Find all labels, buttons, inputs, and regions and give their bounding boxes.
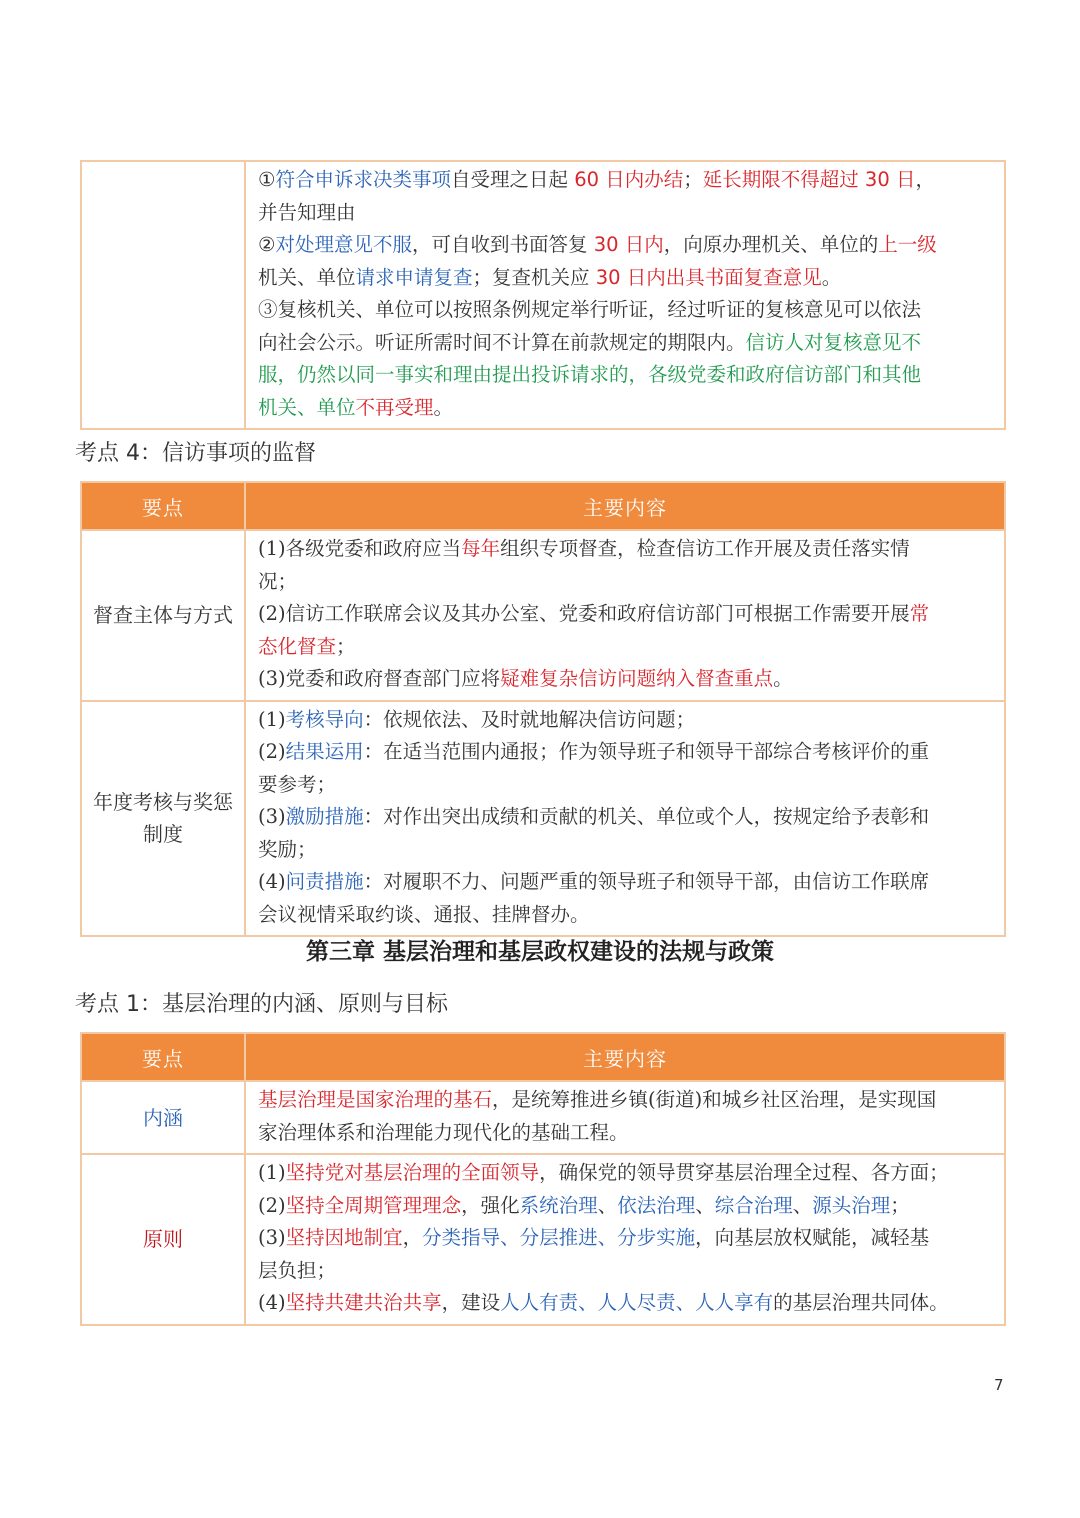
table-header-row <box>81 1033 1005 1081</box>
body-text: ：对作出突出成绩和贡献的机关、单位或个人，按规定给予表彰和 <box>363 805 930 828</box>
table-header-row <box>81 482 1005 530</box>
body-text: ，可自收到书面答复 <box>412 233 594 256</box>
body-text: (3)党委和政府督查部门应将 <box>258 667 501 690</box>
body-text: ③复核机关、单位可以按照条例规定举行听证，经过听证的复核意见可以依法 <box>258 298 922 321</box>
emphasis-text: 坚持共建共治共享 <box>285 1291 442 1314</box>
body-text: 机关、单位 <box>258 265 356 289</box>
emphasis-text: 对处理意见不服 <box>275 233 412 256</box>
body-text: (2) <box>258 740 286 763</box>
emphasis-text: 30 日内出具书面复查意见 <box>595 265 822 289</box>
body-text: 。 <box>433 395 454 419</box>
table-key-cell: 内涵 <box>81 1081 245 1154</box>
emphasis-text: 坚持全周期管理理念 <box>285 1193 462 1217</box>
body-text: (2) <box>258 1193 286 1217</box>
emphasis-text: 源头治理 <box>812 1193 891 1217</box>
header-key: 要点 <box>81 1033 245 1081</box>
section-heading-supervision: 考点 4：信访事项的监督 <box>75 441 316 466</box>
text-line <box>258 197 994 230</box>
emphasis-text: 坚持党对基层治理的全面领导 <box>285 1161 540 1184</box>
text-line <box>258 392 994 425</box>
body-text: 、 <box>597 1193 618 1217</box>
emphasis-text: 系统治理 <box>519 1193 598 1217</box>
text-line <box>258 1222 994 1255</box>
text-line <box>258 1117 994 1150</box>
body-text: ， <box>402 1226 423 1249</box>
emphasis-text: 30 日内 <box>593 233 664 256</box>
body-text: 自受理之日起 <box>451 168 575 191</box>
body-text: 。 <box>773 667 793 690</box>
emphasis-text: 60 日内办结 <box>574 168 684 191</box>
emphasis-text: 不再受理 <box>355 395 434 419</box>
body-text: 况； <box>258 569 298 593</box>
body-text: (1) <box>258 1161 286 1184</box>
grassroots-table <box>80 1032 1006 1326</box>
emphasis-text: 常 <box>909 602 930 625</box>
text-line <box>258 801 994 834</box>
body-text: 要参考； <box>258 772 337 796</box>
body-text: ， <box>915 168 935 191</box>
appeal-procedure-table <box>80 160 1006 430</box>
table-key-cell <box>81 161 245 429</box>
body-text: ； <box>890 1193 910 1217</box>
emphasis-text: 延长期限不得超过 30 日 <box>702 168 916 191</box>
table-row <box>81 1154 1005 1325</box>
body-text: 组织专项督查，检查信访工作开展及责任落实情 <box>500 537 910 560</box>
body-text: 、 <box>792 1193 813 1217</box>
table-content-cell <box>245 1081 1005 1154</box>
text-line <box>258 899 994 932</box>
text-line <box>258 769 994 802</box>
text-line <box>258 866 994 899</box>
text-line <box>258 1084 994 1117</box>
text-line <box>258 1190 994 1223</box>
body-text: ；复查机关应 <box>472 265 596 289</box>
text-line <box>258 1255 994 1288</box>
text-line <box>258 164 994 197</box>
body-text: ：在适当范围内通报；作为领导班子和领导干部综合考核评价的重 <box>363 740 930 763</box>
body-text: (1)各级党委和政府应当 <box>258 537 462 560</box>
body-text: (3) <box>258 1226 286 1249</box>
text-line <box>258 566 994 599</box>
emphasis-text: 问责措施 <box>285 870 364 893</box>
body-text: (2)信访工作联席会议及其办公室、党委和政府信访部门可根据工作需要开展 <box>258 602 910 625</box>
body-text: 的基层治理共同体。 <box>773 1291 949 1314</box>
header-key: 要点 <box>81 482 245 530</box>
emphasis-text: 坚持因地制宜 <box>285 1226 403 1249</box>
body-text: 、 <box>695 1193 715 1217</box>
body-text: ，强化 <box>461 1193 520 1217</box>
text-line <box>258 631 994 664</box>
table-row <box>81 1081 1005 1154</box>
text-line <box>258 327 994 360</box>
emphasis-text: 基层治理是国家治理的基石 <box>258 1088 493 1111</box>
body-text: (3) <box>258 805 286 828</box>
text-line <box>258 262 994 295</box>
body-text: 家治理体系和治理能力现代化的基础工程。 <box>258 1120 629 1144</box>
emphasis-text: 结果运用 <box>285 740 364 763</box>
table-row <box>81 530 1005 701</box>
chapter-title: 第三章 基层治理和基层政权建设的法规与政策 <box>305 939 774 965</box>
emphasis-text: 每年 <box>461 537 501 560</box>
body-text: 会议视情采取约谈、通报、挂牌督办。 <box>258 902 590 926</box>
body-text: ，建设 <box>441 1291 501 1314</box>
body-text: 。 <box>821 265 842 289</box>
body-text: 并告知理由 <box>258 200 356 224</box>
table-row <box>81 701 1005 937</box>
text-line <box>258 1157 994 1190</box>
body-text: ，确保党的领导贯穿基层治理全过程、各方面； <box>539 1161 949 1184</box>
emphasis-text: 态化督查 <box>258 634 337 658</box>
text-line <box>258 834 994 867</box>
emphasis-text: 依法治理 <box>617 1193 696 1217</box>
header-content: 主要内容 <box>245 1033 1005 1081</box>
body-text: ，向原办理机关、单位的 <box>663 233 879 256</box>
emphasis-text: 上一级 <box>878 233 937 256</box>
body-text: ，是统筹推进乡镇(街道)和城乡社区治理，是实现国 <box>492 1088 937 1111</box>
body-text: ：对履职不力、问题严重的领导班子和领导干部，由信访工作联席 <box>363 870 930 893</box>
table-key-cell: 原则 <box>81 1154 245 1325</box>
body-text: 层负担； <box>258 1258 337 1282</box>
emphasis-text: 机关、单位 <box>258 395 356 419</box>
emphasis-text: 人人有责、人人尽责、人人享有 <box>500 1291 774 1314</box>
body-text: 向社会公示。听证所需时间不计算在前款规定的期限内。 <box>258 330 746 354</box>
emphasis-text: 符合申诉求决类事项 <box>275 168 451 191</box>
table-content-cell <box>245 161 1005 429</box>
body-text: 奖励； <box>258 837 317 861</box>
emphasis-text: 分类指导、分层推进、分步实施 <box>422 1226 696 1249</box>
body-text: ，向基层放权赋能，减轻基 <box>695 1226 930 1249</box>
text-line <box>258 294 994 327</box>
table-key-cell: 年度考核与奖惩制度 <box>81 701 245 937</box>
body-text: ：依规依法、及时就地解决信访问题； <box>363 707 696 731</box>
table-content-cell <box>245 1154 1005 1325</box>
body-text: ； <box>683 168 703 191</box>
body-text: (1) <box>258 707 286 731</box>
page-number: 7 <box>994 1376 1004 1394</box>
body-text: (4) <box>258 1291 286 1314</box>
emphasis-text: 服，仍然以同一事实和理由提出投诉请求的，各级党委和政府信访部门和其他 <box>258 363 922 386</box>
text-line <box>258 736 994 769</box>
body-text: ② <box>258 233 276 256</box>
emphasis-text: 综合治理 <box>714 1193 793 1217</box>
emphasis-text: 请求申请复查 <box>355 265 473 289</box>
text-line <box>258 598 994 631</box>
section-heading-grassroots: 考点 1：基层治理的内涵、原则与目标 <box>75 992 448 1017</box>
table-key-cell: 督查主体与方式 <box>81 530 245 701</box>
text-line <box>258 533 994 566</box>
supervision-table <box>80 481 1006 937</box>
text-line <box>258 1287 994 1320</box>
emphasis-text: 疑难复杂信访问题纳入督查重点 <box>500 667 774 690</box>
text-line <box>258 663 994 696</box>
text-line <box>258 229 994 262</box>
text-line <box>258 704 994 737</box>
emphasis-text: 考核导向 <box>285 707 364 731</box>
table-row <box>81 161 1005 429</box>
table-content-cell <box>245 701 1005 937</box>
emphasis-text: 激励措施 <box>285 805 364 828</box>
header-content: 主要内容 <box>245 482 1005 530</box>
emphasis-text: 信访人对复核意见不 <box>745 330 922 354</box>
body-text: ； <box>336 634 356 658</box>
table-content-cell <box>245 530 1005 701</box>
body-text: (4) <box>258 870 286 893</box>
text-line <box>258 359 994 392</box>
body-text: ① <box>258 168 276 191</box>
